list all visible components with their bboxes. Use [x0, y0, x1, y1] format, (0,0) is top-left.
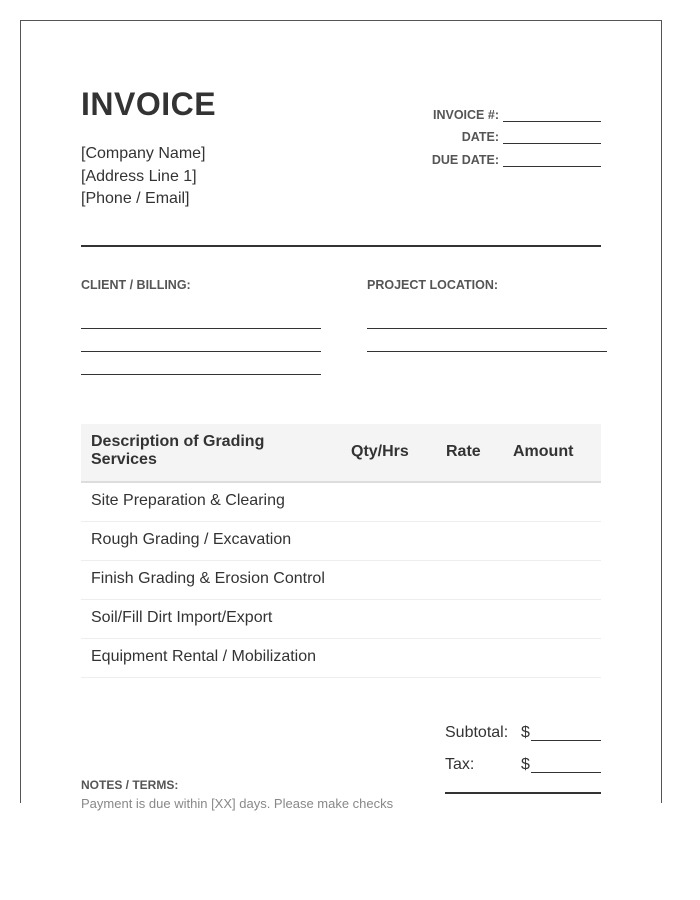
subtotal-label: Subtotal:	[445, 724, 509, 741]
row-description: Finish Grading & Erosion Control	[91, 570, 325, 587]
client-line-3[interactable]	[81, 374, 321, 375]
invoice-number-row	[432, 99, 601, 122]
table-row	[81, 561, 601, 600]
due-date-row	[432, 144, 601, 167]
date-field[interactable]	[503, 129, 601, 144]
tax-label: Tax:	[445, 756, 475, 773]
header-description: Description of Grading Services	[91, 433, 265, 468]
invoice-sheet	[20, 20, 662, 811]
subtotal-currency: $	[521, 724, 530, 741]
header-rate: Rate	[446, 443, 481, 460]
project-line-1[interactable]	[367, 328, 607, 329]
company-address: [Address Line 1]	[81, 167, 197, 185]
tax-row	[445, 753, 601, 785]
row-description: Equipment Rental / Mobilization	[91, 648, 317, 665]
company-contact: [Phone / Email]	[81, 190, 190, 207]
tax-field[interactable]	[531, 772, 601, 773]
table-row	[81, 522, 601, 561]
client-line-2[interactable]	[81, 351, 321, 352]
subtotal-field[interactable]	[531, 740, 601, 741]
totals-block	[445, 721, 601, 785]
project-location-label: PROJECT LOCATION:	[367, 278, 499, 292]
company-name: [Company Name]	[81, 145, 206, 162]
invoice-title: INVOICE	[81, 86, 217, 122]
row-description: Rough Grading / Excavation	[91, 531, 292, 548]
due-date-field[interactable]	[503, 152, 601, 167]
tax-currency: $	[521, 756, 530, 773]
header-divider	[81, 245, 601, 247]
subtotal-row	[445, 721, 601, 753]
project-line-2[interactable]	[367, 351, 607, 352]
notes-label: NOTES / TERMS:	[81, 778, 179, 792]
totals-divider	[445, 792, 601, 794]
services-table	[81, 424, 601, 678]
invoice-meta	[432, 99, 601, 167]
notes-text: Payment is due within [XX] days. Please make checks	[81, 796, 394, 811]
table-row	[81, 600, 601, 639]
due-date-label: DUE DATE:	[431, 152, 499, 167]
row-description: Site Preparation & Clearing	[91, 492, 285, 509]
invoice-number-label: INVOICE #:	[433, 107, 499, 122]
table-row	[81, 483, 601, 522]
table-header	[81, 424, 601, 483]
row-description: Soil/Fill Dirt Import/Export	[91, 609, 273, 626]
client-line-1[interactable]	[81, 328, 321, 329]
header-qty: Qty/Hrs	[351, 443, 409, 460]
date-row	[432, 122, 601, 145]
client-billing-label: CLIENT / BILLING:	[81, 278, 191, 292]
header-amount: Amount	[513, 443, 574, 460]
invoice-number-field[interactable]	[503, 107, 601, 122]
date-label: DATE:	[461, 130, 499, 144]
company-info	[81, 143, 206, 211]
table-row	[81, 639, 601, 678]
